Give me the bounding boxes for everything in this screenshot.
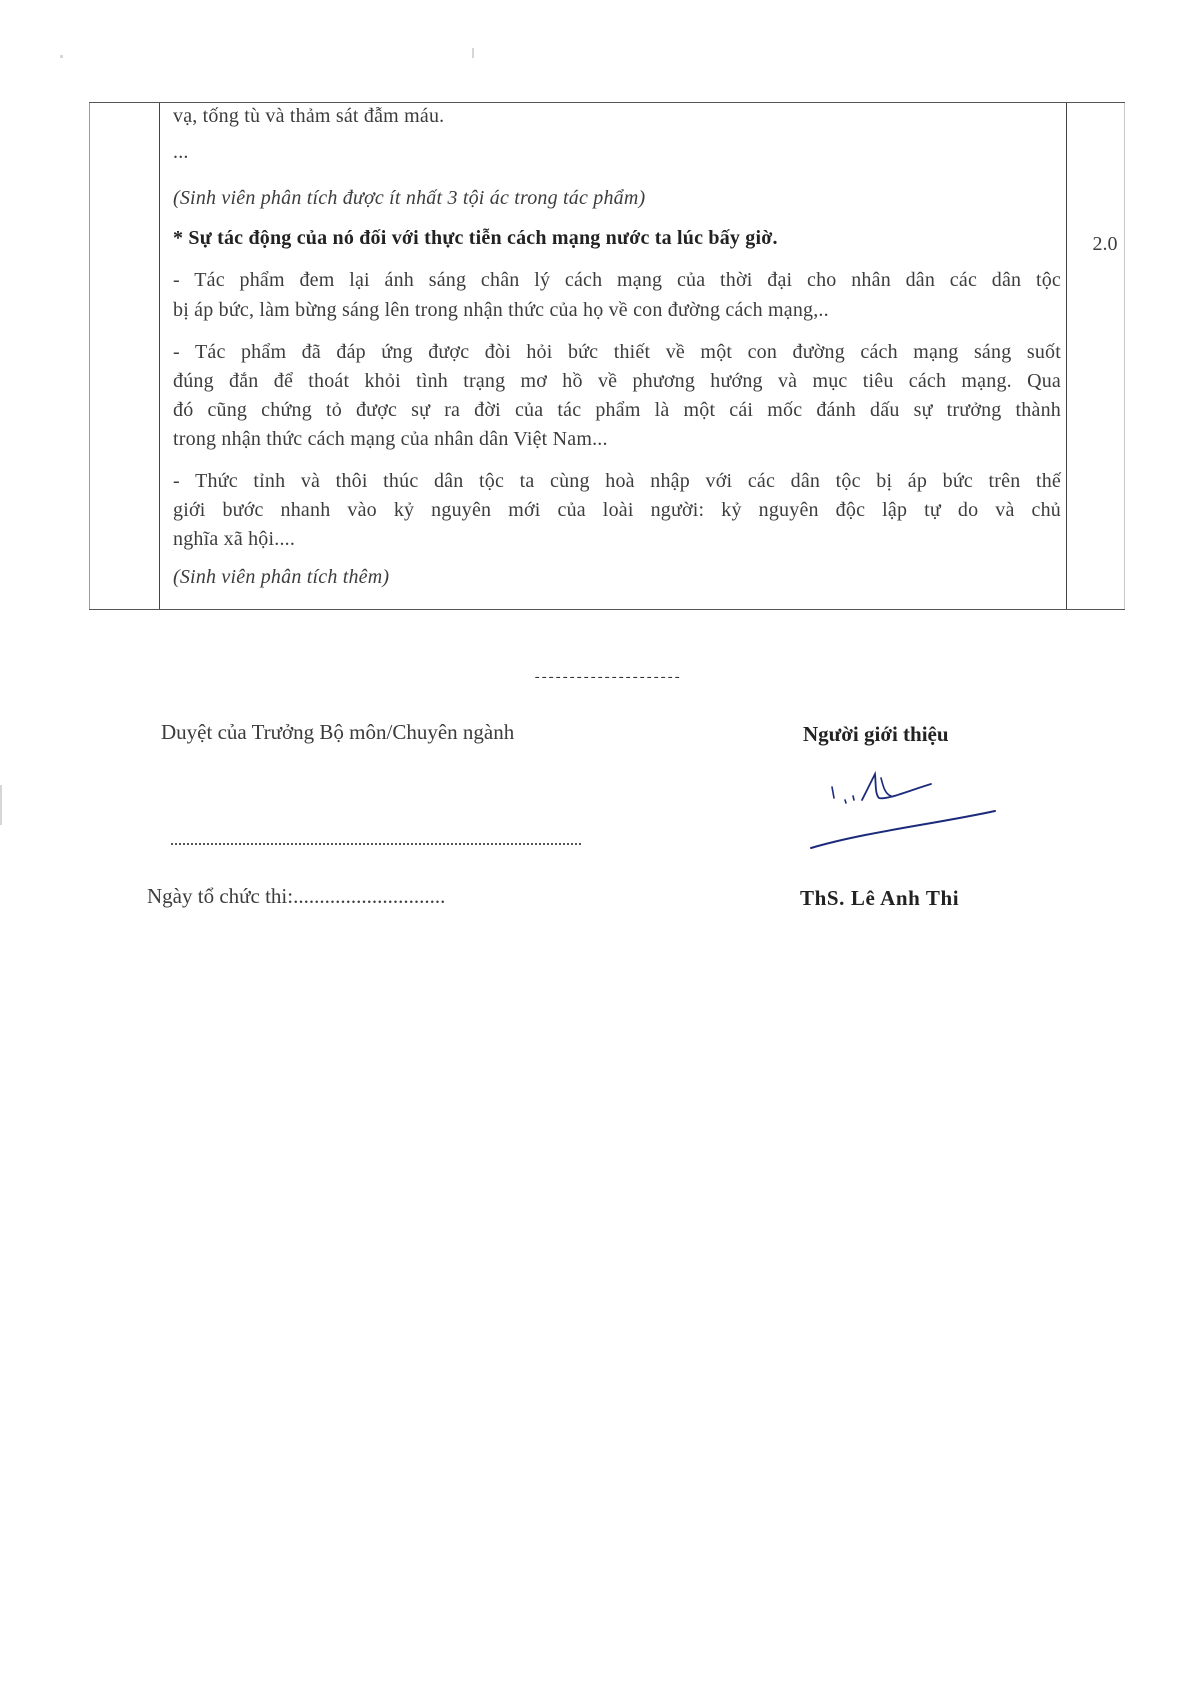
- exam-date: Ngày tổ chức thi:.............................: [147, 884, 446, 908]
- answer-line: ...: [173, 141, 189, 163]
- answer-line: - Tác phẩm đem lại ánh sáng chân lý cách mạng của thời đại cho nhân dân các dân tộc: [173, 269, 1061, 291]
- table-column-divider-left: [159, 103, 160, 609]
- answer-note: (Sinh viên phân tích được ít nhất 3 tội ác trong tác phẩm): [173, 187, 646, 209]
- answer-note: (Sinh viên phân tích thêm): [173, 566, 390, 588]
- table-right-edge: [1124, 103, 1125, 609]
- answer-line: đúng đắn để thoát khỏi tình trạng mơ hồ về phương hướng và mục tiêu cách mạng. Qua: [173, 370, 1061, 392]
- approval-title: Duyệt của Trưởng Bộ môn/Chuyên ngành: [161, 720, 515, 744]
- score-value: 2.0: [1092, 233, 1118, 255]
- answer-heading: * Sự tác động của nó đối với thực tiễn cách mạng nước ta lúc bấy giờ.: [173, 227, 778, 249]
- answer-line: vạ, tống tù và thảm sát đẫm máu.: [173, 105, 445, 127]
- answer-line: đó cũng chứng tỏ được sự ra đời của tác phẩm là một cái mốc đánh dấu sự trưởng thành: [173, 399, 1061, 421]
- table-column-divider-right: [1066, 103, 1067, 609]
- answer-line: - Tác phẩm đã đáp ứng được đòi hỏi bức thiết về một con đường cách mạng sáng suốt: [173, 341, 1061, 363]
- answer-table: [89, 102, 1125, 610]
- scan-mark: [0, 785, 2, 825]
- answer-line: nghĩa xã hội....: [173, 528, 296, 550]
- introducer-title: Người giới thiệu: [803, 722, 949, 746]
- signer-name: ThS. Lê Anh Thi: [800, 886, 960, 910]
- handwritten-signature: [805, 770, 1005, 850]
- answer-line: trong nhận thức cách mạng của nhân dân Việt Nam...: [173, 428, 608, 450]
- scan-mark: [472, 48, 474, 58]
- approval-signature-line: [171, 843, 581, 845]
- answer-line: - Thức tỉnh và thôi thúc dân tộc ta cùng hoà nhập với các dân tộc bị áp bức trên thế: [173, 470, 1061, 492]
- scan-mark: [60, 55, 63, 58]
- answer-line: giới bước nhanh vào kỷ nguyên mới của loài người: kỷ nguyên độc lập tự do và chủ: [173, 499, 1061, 521]
- section-separator: ---------------------: [533, 670, 681, 686]
- answer-line: bị áp bức, làm bừng sáng lên trong nhận thức của họ về con đường cách mạng,..: [173, 299, 829, 321]
- table-left-edge: [89, 103, 90, 609]
